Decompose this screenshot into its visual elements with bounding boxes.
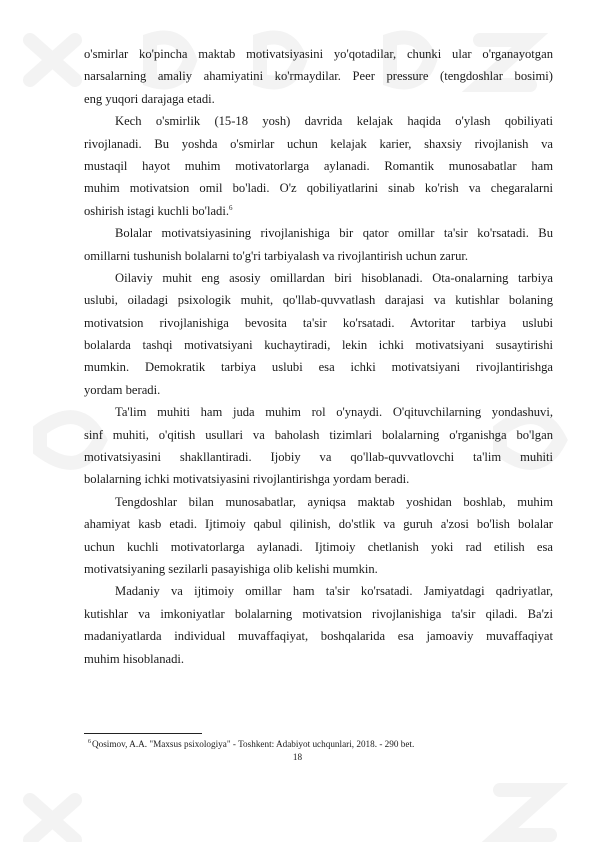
body-line-text: oshirish istagi kuchli bo'ladi. (84, 203, 229, 218)
body-line: narsalarning amaliy ahamiyatini ko'rmaydilar. Peer pressure (tengdoshlar bosimi) (84, 69, 553, 84)
body-line: motivatsion rivojlanishiga bevosita ta'sir ko'rsatadi. Avtoritar tarbiya uslubi (84, 315, 553, 330)
paragraph-start: Ta'lim muhiti ham juda muhim rol o'ynaydi. O'qituvchilarning yondashuvi, (115, 405, 553, 420)
body-line: bolalarda tashqi motivatsiyani kuchaytiradi, lekin ichki motivatsiyani susaytirishi (84, 338, 553, 353)
body-line (84, 200, 553, 222)
body-line: motivatsiyaning sezilarli pasayishiga olib kelishi mumkin. (84, 561, 378, 576)
body-line: ahamiyat kasb etadi. Ijtimoiy qabul qilinish, do'stlik va guruh a'zosi bo'lish bolalar (84, 517, 553, 532)
footnote (88, 739, 414, 749)
body-line: madaniyatlarda individual muvaffaqiyat, boshqalarida esa jamoaviy muvaffaqiyat (84, 629, 553, 644)
body-line: eng yuqori darajaga etadi. (84, 91, 215, 106)
body-line: sinf muhiti, o'qitish usullari va baholash tizimlari bolalarning o'rganishga bo'lgan (84, 427, 553, 442)
footnote-text: Qosimov, A.A. "Maxsus psixologiya" - Toshkent: Adabiyot uchqunlari, 2018. - 290 bet. (92, 739, 415, 749)
body-line: muhim hisoblanadi. (84, 651, 185, 666)
body-line: omillarni tushunish bolalarni to'g'ri tarbiyalash va rivojlantirish uchun zarur. (84, 248, 469, 263)
body-line: bolalarning ichki motivatsiyasini rivojlantirishga yordam beradi. (84, 472, 410, 487)
footnote-number: 6 (88, 738, 91, 745)
body-line: motivatsiyasini shakllantiradi. Ijobiy va qo'llab-quvvatlovchi ta'lim muhiti (84, 450, 553, 465)
paragraph-start: Bolalar motivatsiyasining rivojlanishiga bir qator omillar ta'sir ko'rsatadi. Bu (115, 226, 553, 241)
body-line: mumkin. Demokratik tarbiya uslubi esa ichki motivatsiyani rivojlantirishga (84, 360, 553, 375)
body-line: o'smirlar ko'pincha maktab motivatsiyasini yo'qotadilar, chunki ular o'rganayotgan (84, 47, 553, 61)
paragraph-start: Kech o'smirlik (15-18 yosh) davrida kelajak haqida o'ylash qobiliyati (115, 114, 553, 129)
paragraph-start: Oilaviy muhit eng asosiy omillardan biri hisoblanadi. Ota-onalarning tarbiya (115, 270, 553, 285)
body-line: yordam beradi. (84, 382, 161, 397)
body-line: muhim motivatsion omil bo'ladi. O'z qobiliyatlarini sinab ko'rish va chegaralarni (84, 181, 553, 196)
footnote-separator (84, 733, 202, 734)
document-body (84, 43, 553, 670)
body-line: rivojlanadi. Bu yoshda o'smirlar uchun kelajak karier, shaxsiy rivojlanish va (84, 136, 553, 151)
body-line: uslubi, oiladagi psixologik muhit, qo'llab-quvvatlash darajasi va kutishlar bolaning (84, 293, 553, 308)
footnote-reference[interactable]: 6 (229, 203, 233, 212)
page-number: 18 (292, 752, 303, 762)
body-line: mustaqil hayot muhim motivatorlarga aylanadi. Romantik munosabatlar ham (84, 158, 553, 173)
paragraph-start: Madaniy va ijtimoiy omillar ham ta'sir ko'rsatadi. Jamiyatdagi qadriyatlar, (115, 584, 553, 599)
body-line: uchun kuchli motivatorlarga aylanadi. Ijtimoiy chetlanish yoki rad etilish esa (84, 539, 553, 554)
body-line: kutishlar va imkoniyatlar bolalarning motivatsion rivojlanishiga ta'sir qiladi. Ba'zi (84, 606, 553, 621)
paragraph-start: Tengdoshlar bilan munosabatlar, ayniqsa maktab yoshidan boshlab, muhim (115, 494, 553, 509)
